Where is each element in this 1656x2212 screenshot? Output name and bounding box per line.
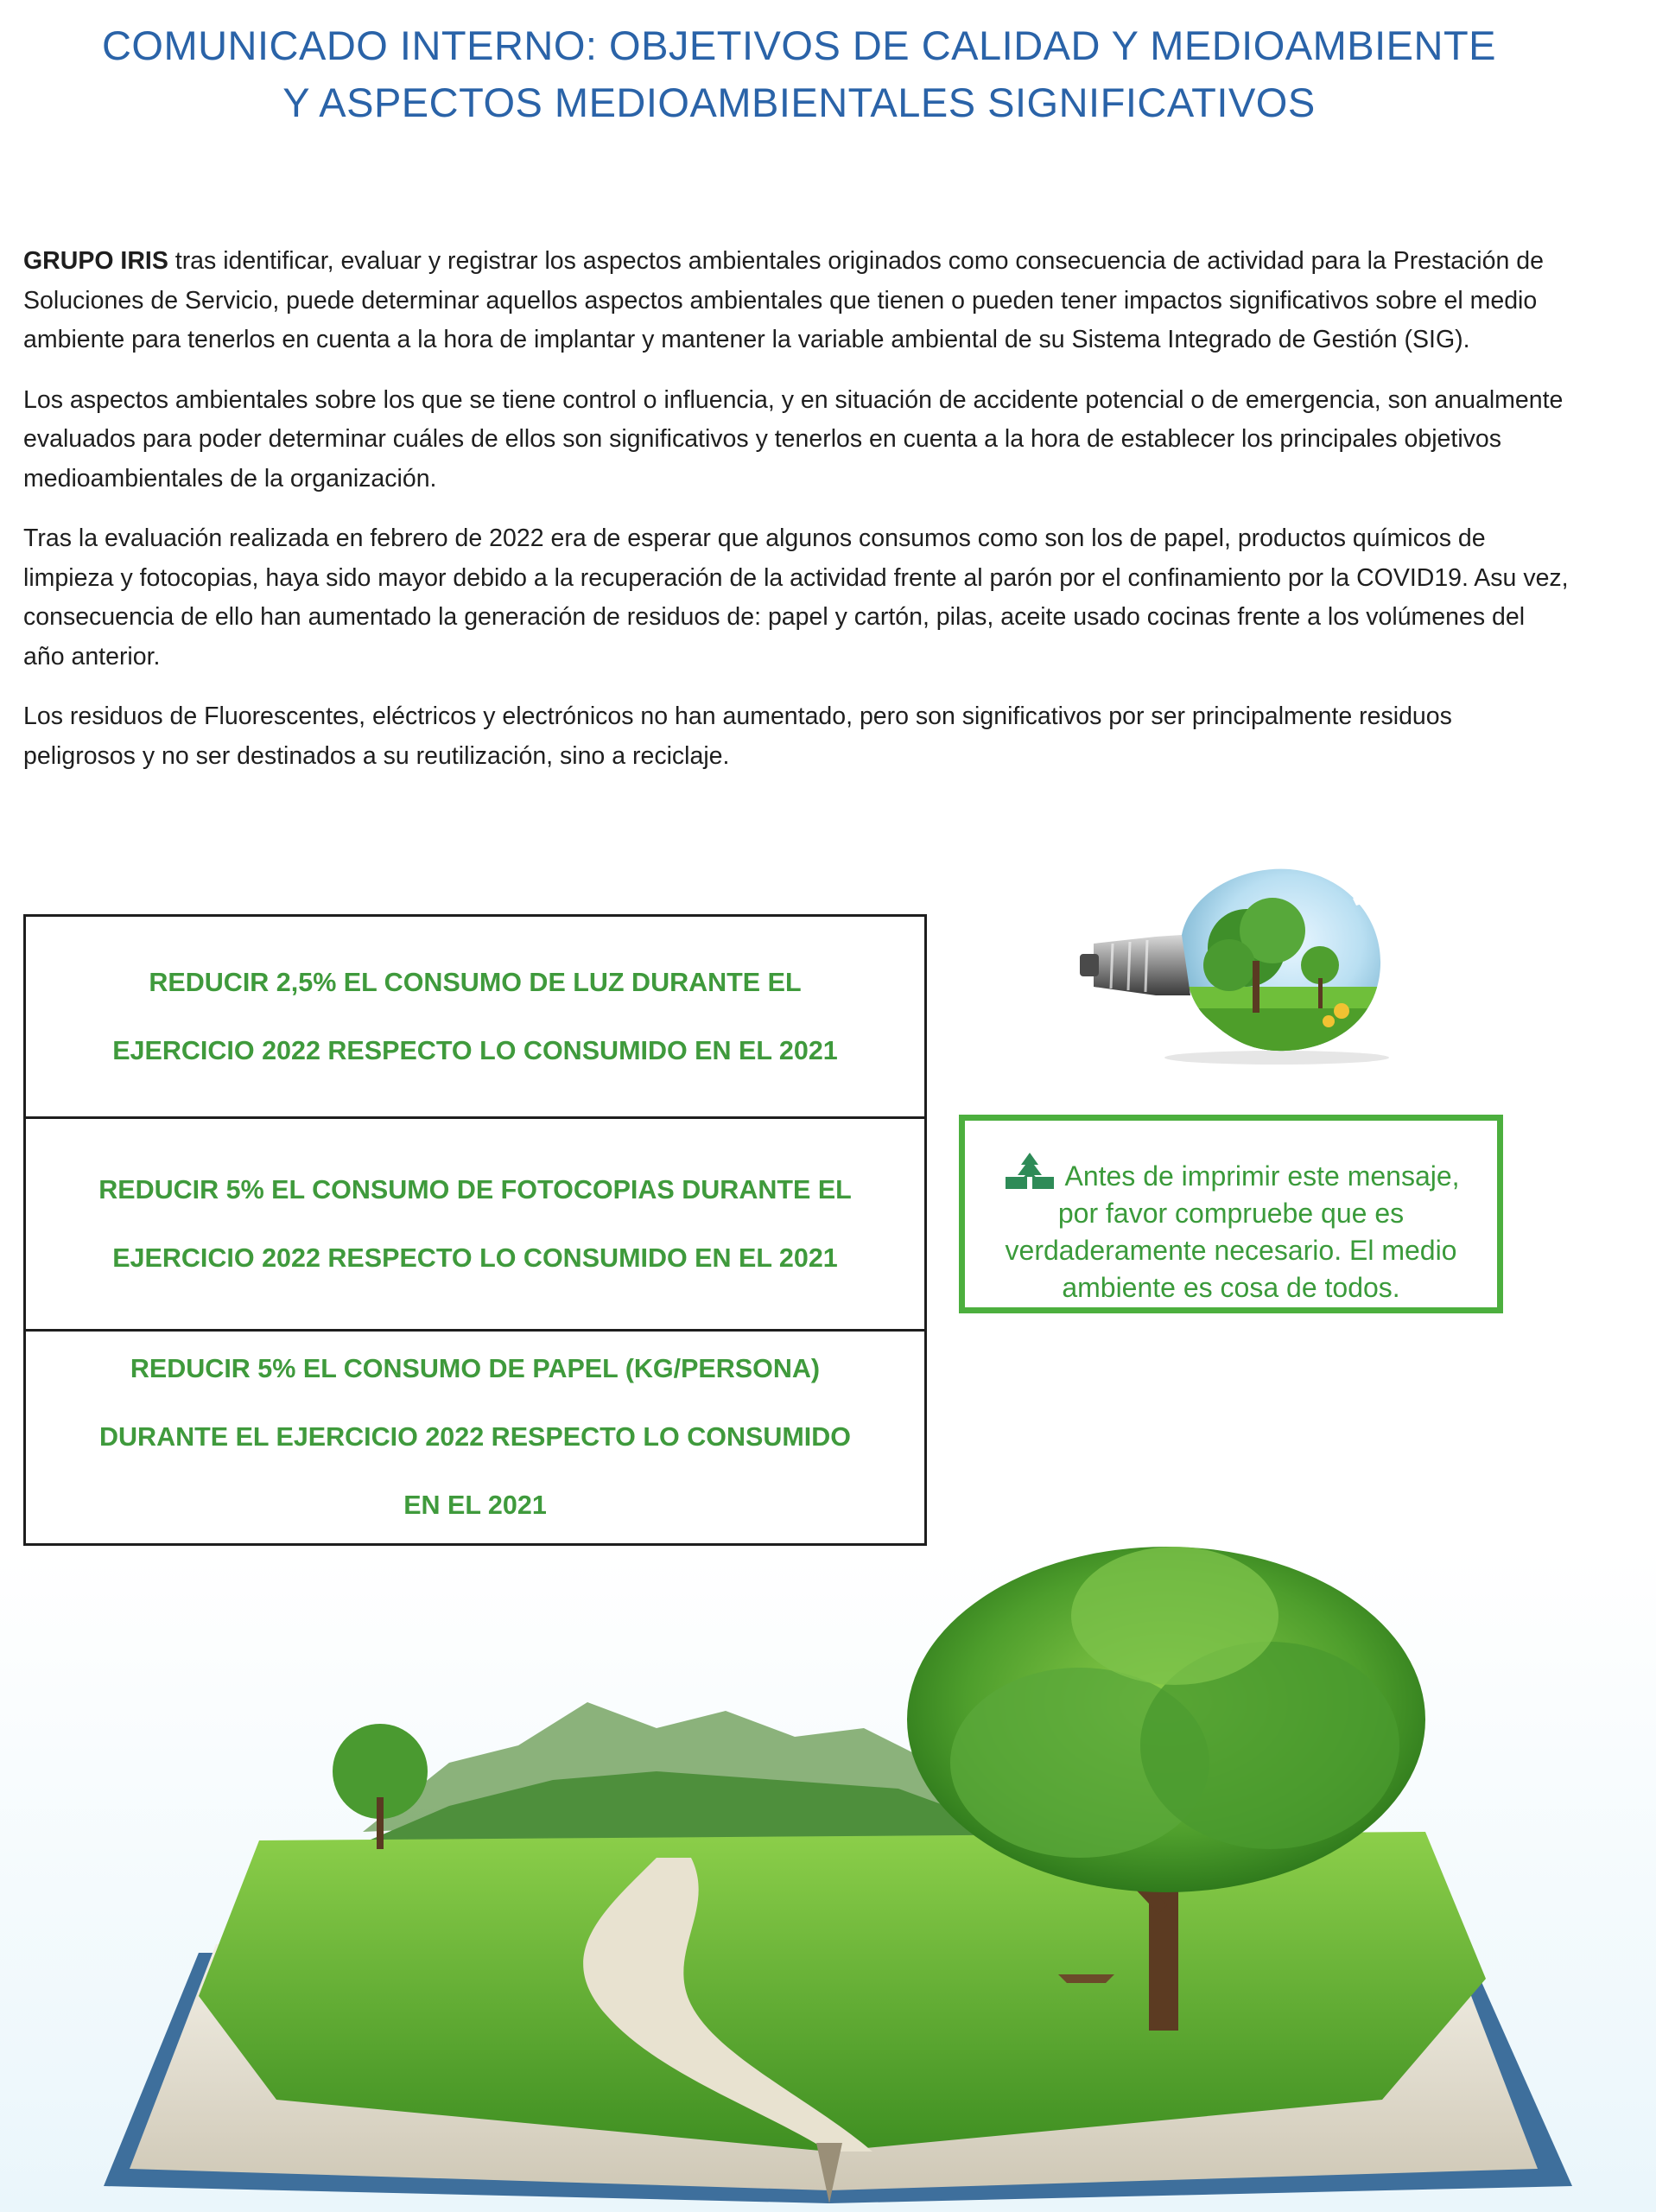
objective-line: EN EL 2021 bbox=[403, 1491, 547, 1520]
objective-cell bbox=[26, 1329, 924, 1543]
paragraph-1 bbox=[23, 242, 1570, 360]
objective-line: REDUCIR 2,5% EL CONSUMO DE LUZ DURANTE EL bbox=[149, 967, 802, 997]
notice-line-4: ambiente es cosa de todos. bbox=[1062, 1272, 1400, 1303]
notice-line-2: por favor compruebe que es bbox=[1057, 1198, 1405, 1229]
objective-line: EJERCICIO 2022 RESPECTO LO CONSUMIDO EN EL 2021 bbox=[112, 1035, 838, 1065]
light-bulb-image bbox=[1061, 857, 1393, 1068]
title-line-1: COMUNICADO INTERNO: OBJETIVOS DE CALIDAD Y MEDIOAMBIENTE bbox=[101, 22, 1497, 68]
company-name: GRUPO IRIS bbox=[23, 247, 168, 275]
objective-line: EJERCICIO 2022 RESPECTO LO CONSUMIDO EN EL 2021 bbox=[112, 1243, 838, 1273]
page-title bbox=[0, 17, 1598, 131]
objective-cell bbox=[26, 917, 924, 1116]
paragraph-4: Los residuos de Fluorescentes, eléctricos y electrónicos no han aumentado, pero son significativos por ser principalmente residuos peligrosos y no ser destinados a su reutilización, sino a reciclaje. bbox=[23, 702, 1452, 770]
print-notice bbox=[959, 1115, 1503, 1313]
notice-line-3: verdaderamente necesario. El medio bbox=[1005, 1235, 1457, 1266]
objective-line: REDUCIR 5% EL CONSUMO DE FOTOCOPIAS DURANTE EL bbox=[98, 1174, 852, 1205]
tree-icon bbox=[1002, 1151, 1057, 1189]
notice-line-1: Antes de imprimir este mensaje, bbox=[965, 1151, 1497, 1195]
title-line-2: Y ASPECTOS MEDIOAMBIENTALES SIGNIFICATIVOS bbox=[282, 79, 1316, 125]
paragraph-3: Tras la evaluación realizada en febrero de 2022 era de esperar que algunos consumos como son los de papel, productos químicos de limpieza y fotocopias, haya sido mayor debido a la recuperación de la actividad frente al parón por el confinamiento por la COVID19. Asu vez, consecuencia de ello han aumentado la generación de residuos de: papel y cartón, pilas, aceite usado cocinas frente a los volúmenes del año anterior. bbox=[23, 524, 1569, 671]
body-text bbox=[23, 242, 1570, 797]
objectives-table bbox=[23, 914, 927, 1546]
paragraph-1-text: tras identificar, evaluar y registrar los aspectos ambientales originados como consecuencia de actividad para la Prestación de Soluciones de Servicio, puede determinar aquellos aspectos ambientales que tienen o pueden tener impactos significativos sobre el medio ambiente para tenerlos en cuenta a la hora de implantar y mantener la variable ambiental de su Sistema Integrado de Gestión (SIG). bbox=[23, 247, 1544, 353]
objective-cell bbox=[26, 1116, 924, 1329]
objective-line: DURANTE EL EJERCICIO 2022 RESPECTO LO CONSUMIDO bbox=[99, 1422, 851, 1452]
open-book-landscape-image bbox=[0, 1547, 1656, 2212]
paragraph-2: Los aspectos ambientales sobre los que se tiene control o influencia, y en situación de accidente potencial o de emergencia, son anualmente evaluados para poder determinar cuáles de ellos son significativos y tenerlos en cuenta a la hora de establecer los principales objetivos medioambientales de la organización. bbox=[23, 385, 1564, 493]
objective-line: REDUCIR 5% EL CONSUMO DE PAPEL (KG/PERSONA) bbox=[130, 1354, 821, 1383]
